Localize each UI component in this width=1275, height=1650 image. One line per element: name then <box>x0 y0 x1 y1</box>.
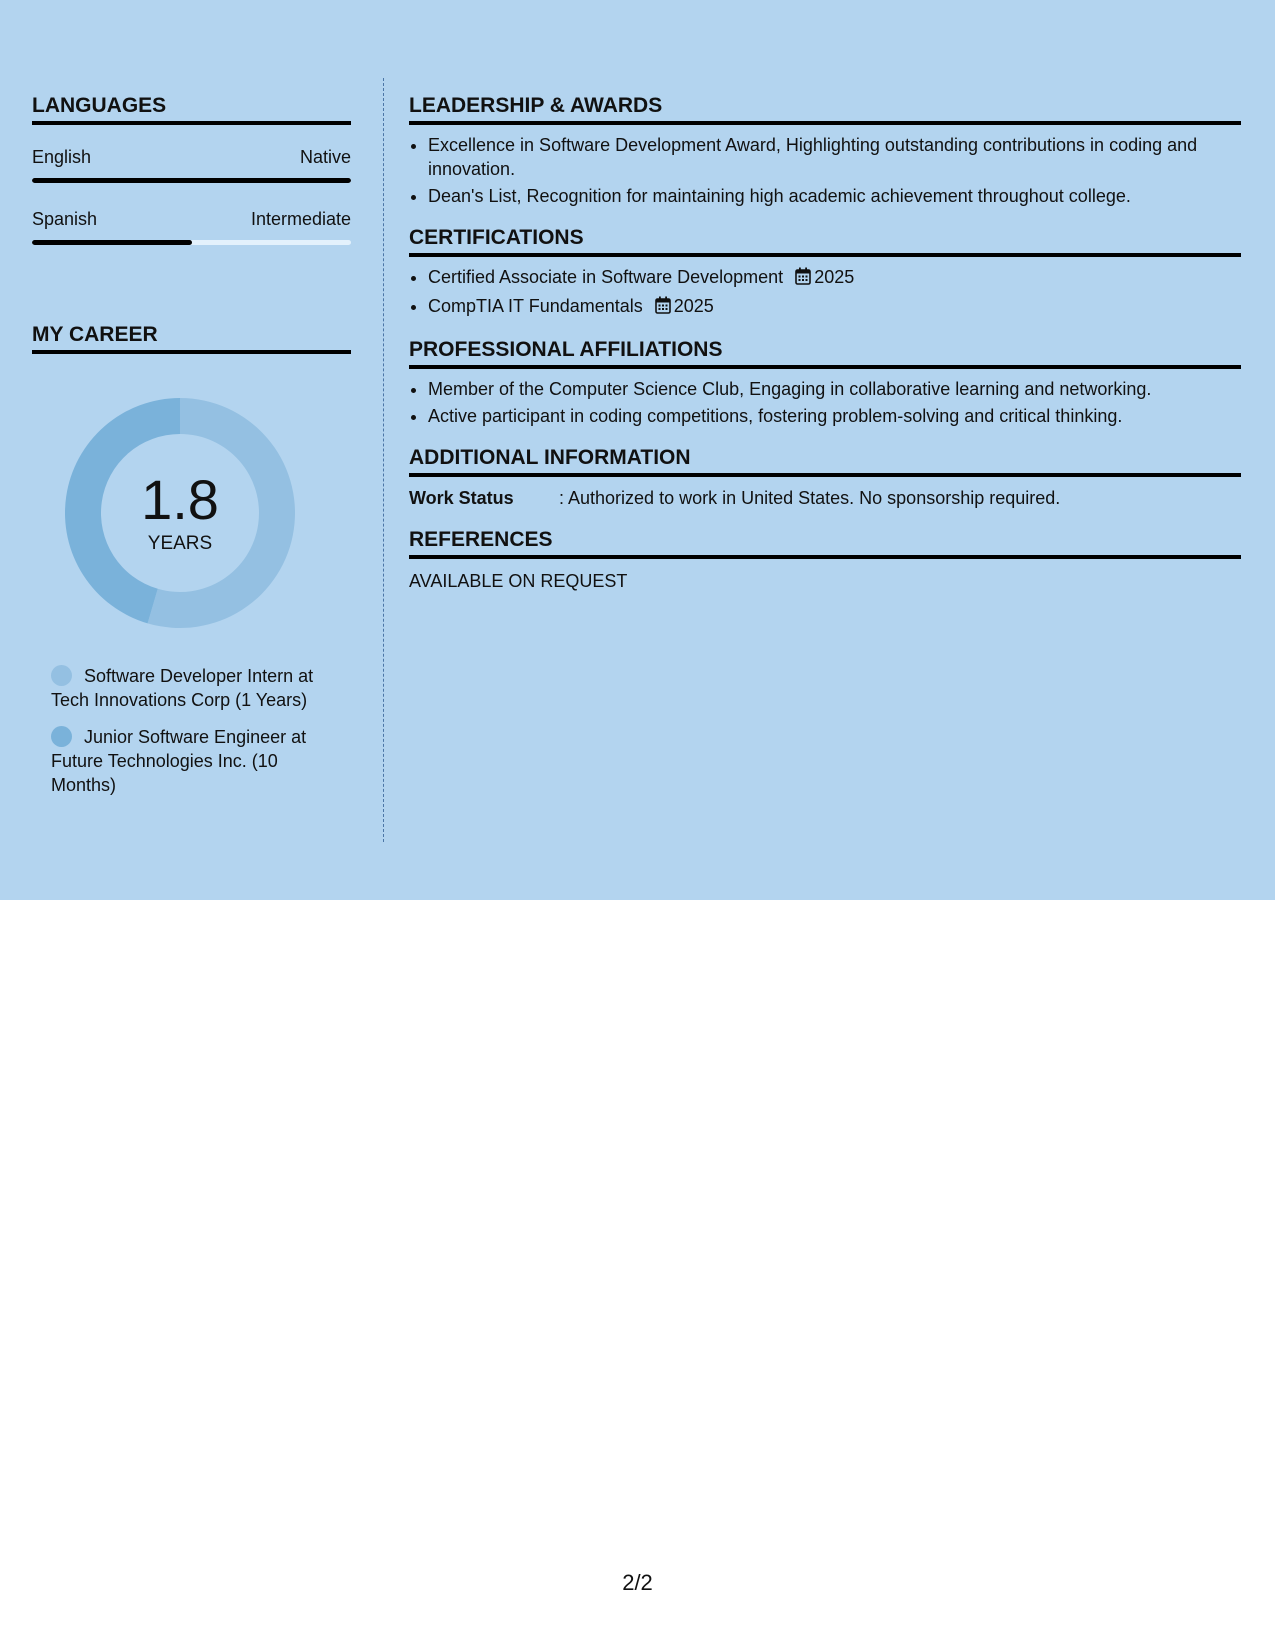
language-name: English <box>32 147 92 167</box>
leadership-section <box>409 92 1241 208</box>
language-level: Intermediate <box>250 209 351 229</box>
work-status-label: Work Status <box>409 488 514 508</box>
legend-swatch <box>51 665 72 686</box>
additional-info-section <box>409 444 1241 510</box>
proficiency-bar <box>32 240 351 245</box>
calendar-icon <box>795 267 811 291</box>
certifications-list <box>409 265 1241 320</box>
donut-center <box>65 470 295 556</box>
certification-year: 2025 <box>673 296 714 316</box>
career-donut-chart <box>65 398 295 628</box>
career-total-unit: YEARS <box>147 533 213 554</box>
page-number: 2/2 <box>622 1570 653 1595</box>
list-item: • Active participant in coding competitions, fostering problem-solving and critical thinking. <box>428 404 1241 428</box>
certification-name: Certified Associate in Software Development <box>428 267 784 287</box>
references-section <box>409 526 1241 593</box>
career-section <box>32 321 351 797</box>
languages-heading: LANGUAGES <box>32 92 351 125</box>
list-item <box>428 265 1241 291</box>
career-heading: MY CAREER <box>32 321 351 354</box>
leadership-list <box>409 133 1241 208</box>
proficiency-bar <box>32 178 351 183</box>
legend-label: Software Developer Intern at Tech Innovations Corp (1 Years) <box>51 666 314 710</box>
proficiency-bar-fill <box>32 240 192 245</box>
certification-year: 2025 <box>814 267 855 287</box>
language-row <box>32 207 351 231</box>
certifications-section <box>409 224 1241 320</box>
affiliations-heading: PROFESSIONAL AFFILIATIONS <box>409 336 1241 369</box>
career-legend <box>51 664 341 797</box>
certifications-heading: CERTIFICATIONS <box>409 224 1241 257</box>
affiliations-list <box>409 377 1241 428</box>
list-item: • Member of the Computer Science Club, Engaging in collaborative learning and networking. <box>428 377 1241 401</box>
list-item: • Excellence in Software Development Award, Highlighting outstanding contributions in coding and innovation. <box>428 133 1241 181</box>
references-text: AVAILABLE ON REQUEST <box>409 571 628 591</box>
legend-item <box>51 725 341 797</box>
legend-label: Junior Software Engineer at Future Technologies Inc. (10 Months) <box>51 727 307 795</box>
list-item: • Dean's List, Recognition for maintaining high academic achievement throughout college. <box>428 184 1241 208</box>
right-column <box>409 92 1241 609</box>
legend-item <box>51 664 341 712</box>
work-status-row <box>409 486 1241 510</box>
work-status-value: : Authorized to work in United States. No sponsorship required. <box>559 488 1061 508</box>
calendar-icon <box>655 296 671 320</box>
left-column <box>32 92 351 810</box>
certification-name: CompTIA IT Fundamentals <box>428 296 643 316</box>
language-item <box>32 207 351 245</box>
additional-info-heading: ADDITIONAL INFORMATION <box>409 444 1241 477</box>
language-level: Native <box>299 147 351 167</box>
languages-section <box>32 92 351 245</box>
language-row <box>32 145 351 169</box>
affiliations-section <box>409 336 1241 428</box>
leadership-heading: LEADERSHIP & AWARDS <box>409 92 1241 125</box>
legend-swatch <box>51 726 72 747</box>
column-divider <box>383 78 384 842</box>
language-item <box>32 145 351 183</box>
references-heading: REFERENCES <box>409 526 1241 559</box>
language-name: Spanish <box>32 209 98 229</box>
proficiency-bar-fill <box>32 178 351 183</box>
list-item <box>428 294 1241 320</box>
career-total-value: 1.8 <box>141 468 219 531</box>
